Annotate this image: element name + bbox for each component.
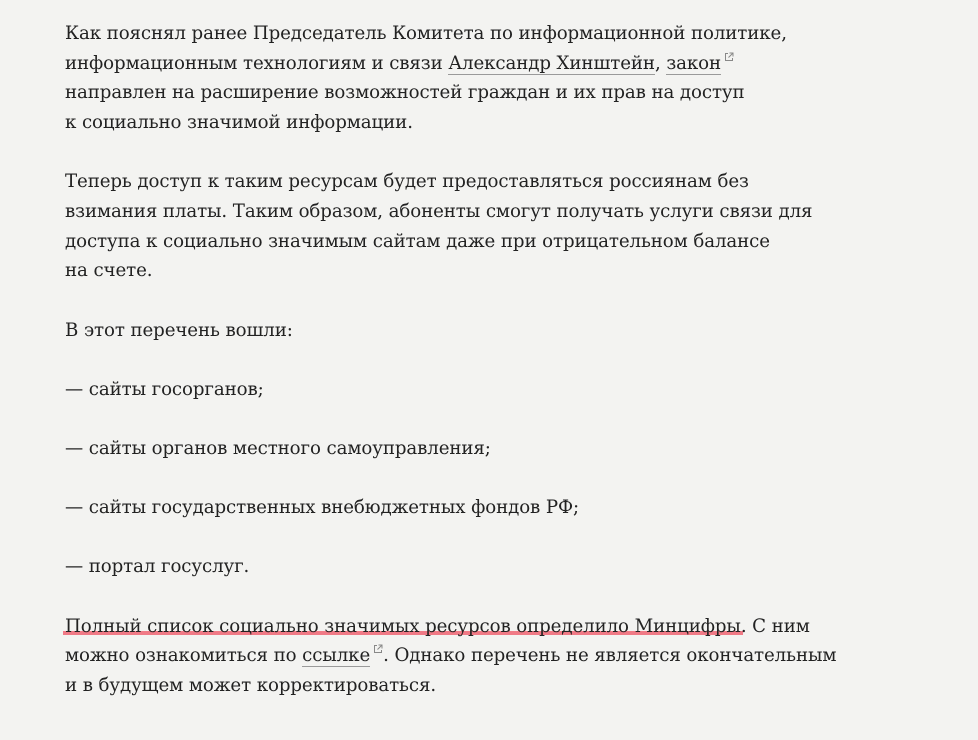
person-link-khinshtein[interactable]: Александр Хинштейн — [448, 52, 655, 74]
paragraph-text: взимания платы. Таким образом, абоненты смогут получать услуги связи для — [65, 201, 813, 223]
paragraph-text: , — [654, 52, 667, 74]
paragraph-text: к социально значимой информации. — [65, 112, 413, 134]
list-intro: В этот перечень вошли: — [65, 319, 293, 341]
paragraph-text: доступа к социально значимым сайтам даже при отрицательном балансе — [65, 230, 770, 252]
paragraph-text: . С ним — [740, 615, 810, 637]
paragraph-text: . Однако перечень не является окончательным — [383, 645, 837, 667]
law-link[interactable]: закон — [666, 52, 722, 74]
paragraph-text: Теперь доступ к таким ресурсам будет предоставляться россиянам без — [65, 171, 749, 193]
article-body — [65, 19, 855, 730]
paragraph-full-list — [65, 612, 855, 701]
paragraph-khinshtein — [65, 19, 855, 138]
highlighted-text: Полный список социально значимых ресурсов определило Минцифры — [65, 615, 741, 637]
source-link[interactable]: ссылке — [302, 645, 371, 667]
list-item: — сайты госорганов; — [65, 378, 264, 400]
paragraph-text: на счете. — [65, 260, 153, 282]
paragraph-text: можно ознакомиться по — [65, 645, 303, 667]
paragraph-text: направлен на расширение возможностей граждан и их прав на доступ — [65, 82, 745, 104]
paragraph-text: и в будущем может корректироваться. — [65, 675, 437, 697]
paragraph-text: Как пояснял ранее Председатель Комитета по информационной политике, — [65, 23, 787, 44]
list-item: — сайты органов местного самоуправления; — [65, 438, 491, 460]
list-item: — портал госуслуг. — [65, 556, 250, 578]
external-link-icon — [724, 52, 734, 62]
external-link-icon — [373, 644, 383, 654]
paragraph-free-access — [65, 167, 855, 286]
paragraph-text: информационным технологиям и связи — [65, 52, 449, 74]
list-item: — сайты государственных внебюджетных фондов РФ; — [65, 497, 580, 519]
